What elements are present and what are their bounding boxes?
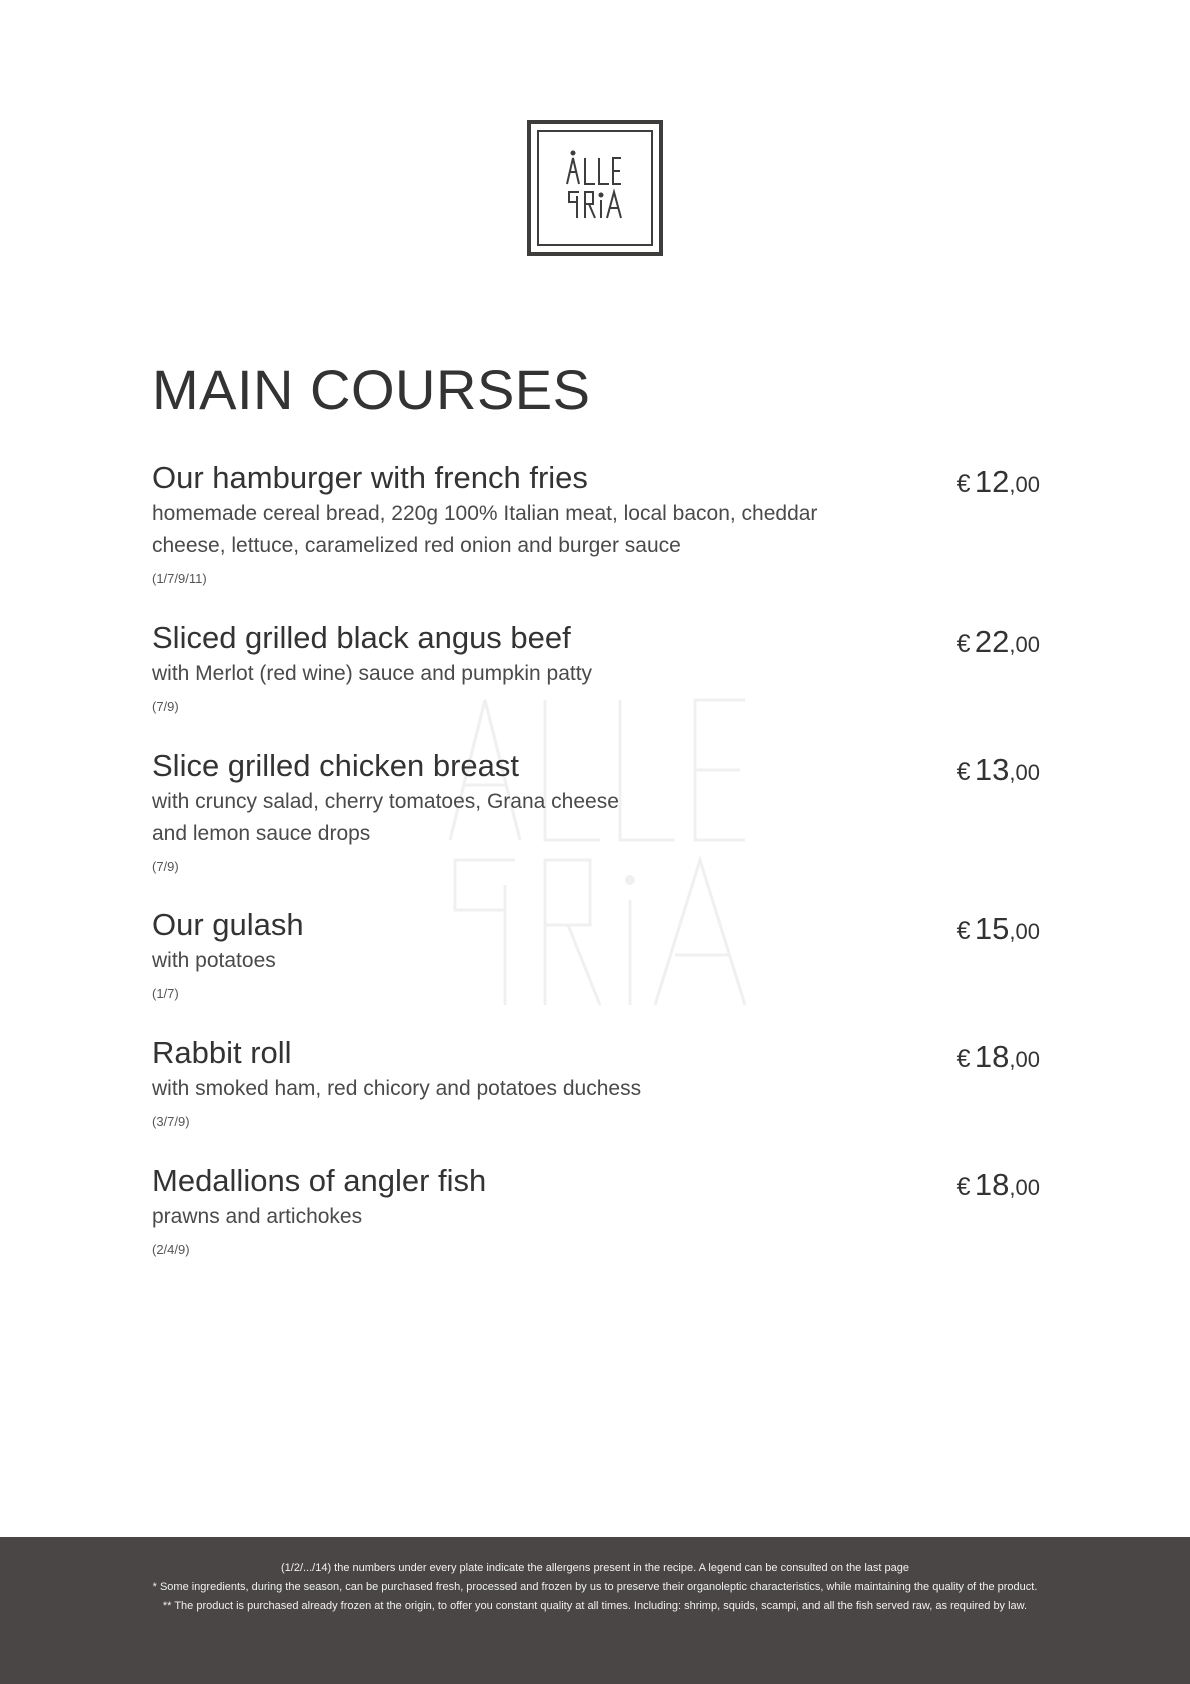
menu-item — [152, 460, 1040, 588]
dish-allergens: (7/9) — [152, 699, 179, 714]
dish-price — [957, 1039, 1040, 1075]
dish-description — [152, 945, 882, 977]
price-currency: € — [956, 917, 971, 945]
dish-description — [152, 498, 882, 562]
menu-item — [152, 1035, 1040, 1131]
price-integer: 15 — [974, 911, 1010, 946]
dish-allergens: (7/9) — [152, 859, 179, 874]
price-integer: 18 — [974, 1167, 1010, 1202]
page-title: MAIN COURSES — [152, 358, 591, 421]
dish-allergens: (3/7/9) — [152, 1114, 190, 1129]
allergen-legend-note: (1/2/.../14) the numbers under every plate indicate the allergens present in the recipe. A legend can be consulted on the last page — [280, 1562, 910, 1574]
price-integer: 22 — [974, 624, 1010, 659]
footer-notes — [0, 1537, 1190, 1684]
dish-price — [957, 911, 1040, 947]
dish-name: Our gulash — [152, 907, 304, 942]
price-decimal: ,00 — [1009, 632, 1040, 657]
dish-description-line: homemade cereal bread, 220g 100% Italian meat, local bacon, cheddar — [152, 502, 818, 525]
dish-price — [957, 464, 1040, 500]
dish-description-line: with potatoes — [152, 949, 276, 972]
price-decimal: ,00 — [1009, 1175, 1040, 1200]
price-currency: € — [956, 1045, 971, 1073]
price-integer: 18 — [974, 1039, 1010, 1074]
price-decimal: ,00 — [1009, 1047, 1040, 1072]
dish-description-line: with cruncy salad, cherry tomatoes, Grana cheese — [152, 790, 619, 813]
brand-logo — [527, 120, 663, 256]
price-integer: 13 — [974, 752, 1010, 787]
menu-item — [152, 907, 1040, 1003]
logo-monogram — [565, 150, 625, 222]
menu-item — [152, 620, 1040, 716]
dish-description — [152, 1201, 882, 1233]
dish-name: Rabbit roll — [152, 1035, 292, 1070]
dish-description-line: with smoked ham, red chicory and potatoes duchess — [152, 1077, 642, 1100]
dish-description-line: prawns and artichokes — [152, 1205, 363, 1228]
dish-allergens: (1/7/9/11) — [152, 571, 207, 586]
dish-name: Sliced grilled black angus beef — [152, 620, 571, 655]
price-currency: € — [956, 630, 971, 658]
dish-name: Our hamburger with french fries — [152, 460, 588, 495]
price-decimal: ,00 — [1009, 919, 1040, 944]
price-decimal: ,00 — [1009, 472, 1040, 497]
price-currency: € — [956, 470, 971, 498]
dish-description-line: and lemon sauce drops — [152, 822, 371, 845]
dish-description — [152, 1073, 882, 1105]
dish-price — [957, 624, 1040, 660]
dish-description — [152, 658, 882, 690]
dish-price — [957, 1167, 1040, 1203]
price-currency: € — [956, 758, 971, 786]
dish-description — [152, 786, 882, 850]
dish-name: Slice grilled chicken breast — [152, 748, 520, 783]
dish-allergens: (1/7) — [152, 986, 179, 1001]
frozen-ingredients-note: * Some ingredients, during the season, can be purchased fresh, processed and frozen by us to preserve their organoleptic characteristics, while maintaining the quality of the product. — [152, 1581, 1038, 1593]
frozen-origin-note: ** The product is purchased already frozen at the origin, to offer you constant quality at all times. Including: shrimp, squids, scampi, and all the fish served raw, as required by law. — [162, 1600, 1028, 1612]
menu-item — [152, 748, 1040, 876]
dish-name: Medallions of angler fish — [152, 1163, 487, 1198]
menu-item — [152, 1163, 1040, 1259]
dish-description-line: cheese, lettuce, caramelized red onion and burger sauce — [152, 534, 681, 557]
dish-description-line: with Merlot (red wine) sauce and pumpkin patty — [152, 662, 593, 685]
price-decimal: ,00 — [1009, 760, 1040, 785]
dish-allergens: (2/4/9) — [152, 1242, 190, 1257]
price-integer: 12 — [974, 464, 1010, 499]
price-currency: € — [956, 1173, 971, 1201]
dish-price — [957, 752, 1040, 788]
